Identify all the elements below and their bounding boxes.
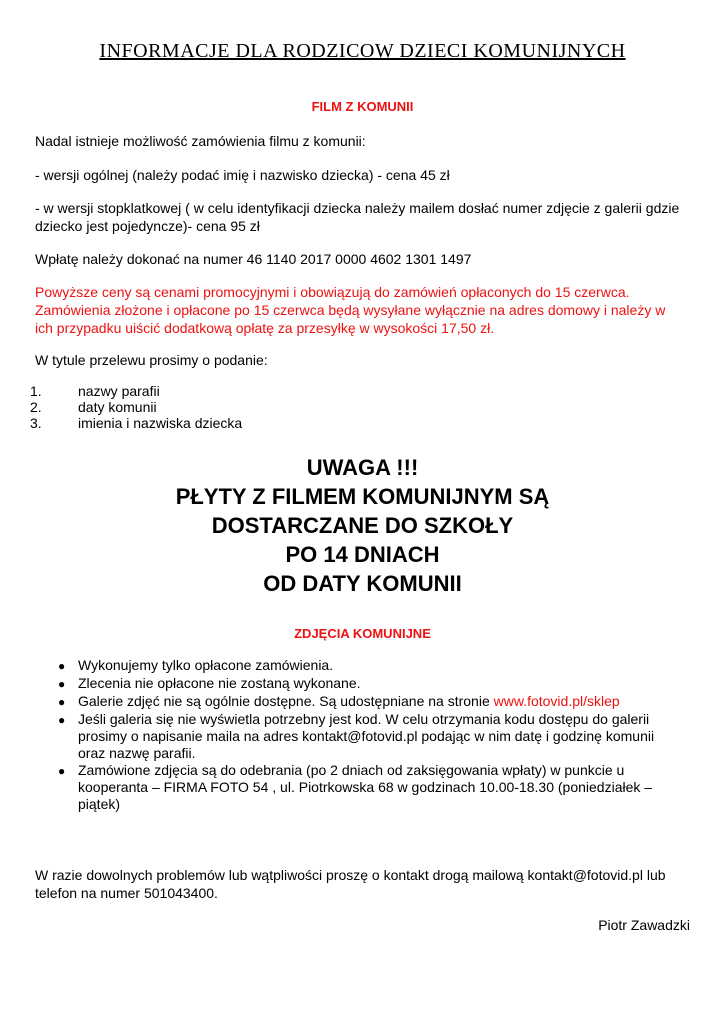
photo-info-list [58,657,683,813]
warning-line: OD DATY KOMUNII [263,571,462,596]
transfer-items-list [30,383,242,431]
bullet-icon: ● [58,695,66,709]
bullet-icon: ● [58,659,66,673]
list-item: ● Zlecenia nie opłacone nie zostaną wykonane. [58,675,361,691]
warning-line: UWAGA !!! [306,455,419,480]
warning-line: PŁYTY Z FILMEM KOMUNIJNYM SĄ [175,484,550,509]
warning-block [0,453,725,598]
list-item: 3. imienia i nazwiska dziecka [30,415,243,431]
film-option-frame: - w wersji stopklatkowej ( w celu identyfikacji dziecka należy mailem dosłać numer zdjęcie z galerii gdzie dziecko jest pojedyncze)- cena 95 zł [35,200,680,234]
film-section-heading: FILM Z KOMUNII [311,99,414,114]
list-item: ● Galerie zdjęć nie są ogólnie dostępne. Są udostępniane na stronie www.fotovid.pl/sklep [58,693,620,709]
photo-section-heading: ZDJĘCIA KOMUNIJNE [294,626,431,641]
warning-line: PO 14 DNIACH [285,542,440,567]
price-notice: Powyższe ceny są cenami promocyjnymi i obowiązują do zamówień opłaconych do 15 czerwca. Zamówienia złożone i opłacone po 15 czerwca będą wysyłane wyłącznie na adres domowy i należy w ich przypadku uiścić dodatkową opłatę za przesyłkę w wysokości 17,50 zł. [35,284,666,336]
bullet-icon: ● [58,764,66,778]
warning-line: DOSTARCZANE DO SZKOŁY [211,513,514,538]
film-option-general: - wersji ogólnej (należy podać imię i nazwisko dziecka) - cena 45 zł [35,167,450,183]
payment-account: Wpłatę należy dokonać na numer 46 1140 2017 0000 4602 1301 1497 [35,251,472,267]
list-item: 1. nazwy parafii [30,383,160,399]
bullet-icon: ● [58,677,66,691]
transfer-title-intro: W tytule przelewu prosimy o podanie: [35,352,268,368]
page-title: INFORMACJE DLA RODZICOW DZIECI KOMUNIJNYCH [99,40,626,62]
list-item: ● Wykonujemy tylko opłacone zamówienia. [58,657,334,673]
contact-info: W razie dowolnych problemów lub wątpliwości proszę o kontakt drogą mailową kontakt@fotovid.pl lub telefon na numer 501043400. [35,867,666,901]
film-intro: Nadal istnieje możliwość zamówienia filmu z komunii: [35,133,366,149]
bullet-icon: ● [58,713,66,727]
list-item: ● Zamówione zdjęcia są do odebrania (po 2 dniach od zaksięgowania wpłaty) w punkcie u kooperanta – FIRMA FOTO 54 , ul. Piotrkowska 68 w godzinach 10.00-18.30 (poniedziałek – piątek) [58,762,653,812]
list-item: 2. daty komunii [30,399,157,415]
list-item: ● Jeśli galeria się nie wyświetla potrzebny jest kod. W celu otrzymania kodu dostępu do galerii prosimy o napisanie maila na adres kontakt@fotovid.pl podając w nim datę i godzinę komunii oraz nazwę parafii. [58,711,655,761]
signature: Piotr Zawadzki [598,917,690,933]
shop-link[interactable]: www.fotovid.pl/sklep [493,693,620,709]
